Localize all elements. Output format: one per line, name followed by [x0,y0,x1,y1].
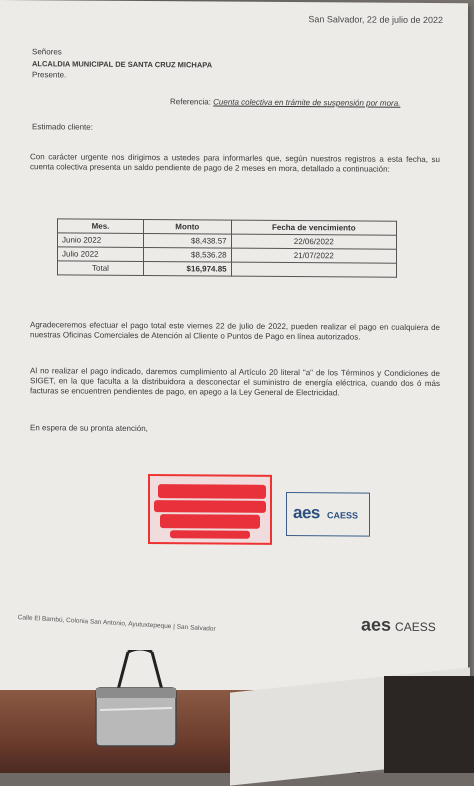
footer-logo-caess: CAESS [395,619,436,635]
binder-clip-icon [90,650,180,750]
column-header-fecha: Fecha de vencimiento [231,220,396,235]
presente-line: Presente. [32,70,67,80]
closing-line: En espera de su pronta atención, [30,423,148,434]
paragraph-payment: Agradeceremos efectuar el pago total este viernes 22 de julio de 2022, pueden realizar el pago en cualquiera de nuestras Oficinas Comerciales de Atención al Cliente o Puntos de Pago en línea autorizados. [30,320,440,342]
column-header-monto: Monto [144,220,232,235]
greeting: Estimado cliente: [32,122,93,132]
paragraph-warning: Al no realizar el pago indicado, daremos cumplimiento al Artículo 20 literal "a" de los Términos y Condiciones de SIGET, en la que faculta a la distribuidora a desconectar el suministro de energía eléctrica, cuando dos ó más facturas se encuentren pendientes de pago, en apego a la Ley General de Electricidad. [30,366,440,398]
column-header-mes: Mes. [58,219,144,234]
footer-logo [361,615,436,637]
cell-mes: Julio 2022 [58,247,144,262]
dark-object [384,676,474,773]
logo-caess-text: CAESS [327,510,359,521]
total-value: $16,974.85 [144,262,232,277]
table-total-row [58,261,397,277]
letter-date: San Salvador, 22 de julio de 2022 [308,14,443,26]
logo-aes-text: aes [293,503,320,523]
cell-monto: $8,536.28 [144,248,232,263]
reference-line [170,97,400,109]
debt-table [57,218,397,277]
empty-cell [231,262,396,277]
total-label: Total [58,261,144,276]
redacted-signature [148,474,272,545]
cell-mes: Junio 2022 [58,233,144,248]
cell-fecha: 22/06/2022 [231,234,396,249]
reference-label: Referencia: [170,97,211,107]
footer-address: Calle El Bambú, Colonia San Antonio, Ayutuxtepeque | San Salvador [17,614,216,633]
salutation-line: Señores [32,47,62,57]
reference-value: Cuenta colectiva en trámite de suspensión por mora. [213,97,401,108]
cell-fecha: 21/07/2022 [231,248,396,263]
footer-logo-aes: aes [361,614,392,635]
paragraph-intro: Con carácter urgente nos dirigimos a ustedes para informarles que, según nuestros registros a esta fecha, su cuenta colectiva presenta un saldo pendiente de pago de 2 meses en mora, detallado a continuación: [30,152,440,174]
recipient-name: ALCALDIA MUNICIPAL DE SANTA CRUZ MICHAPA [32,59,213,70]
aes-caess-stamp-logo [286,492,370,537]
cell-monto: $8,438.57 [144,234,232,249]
